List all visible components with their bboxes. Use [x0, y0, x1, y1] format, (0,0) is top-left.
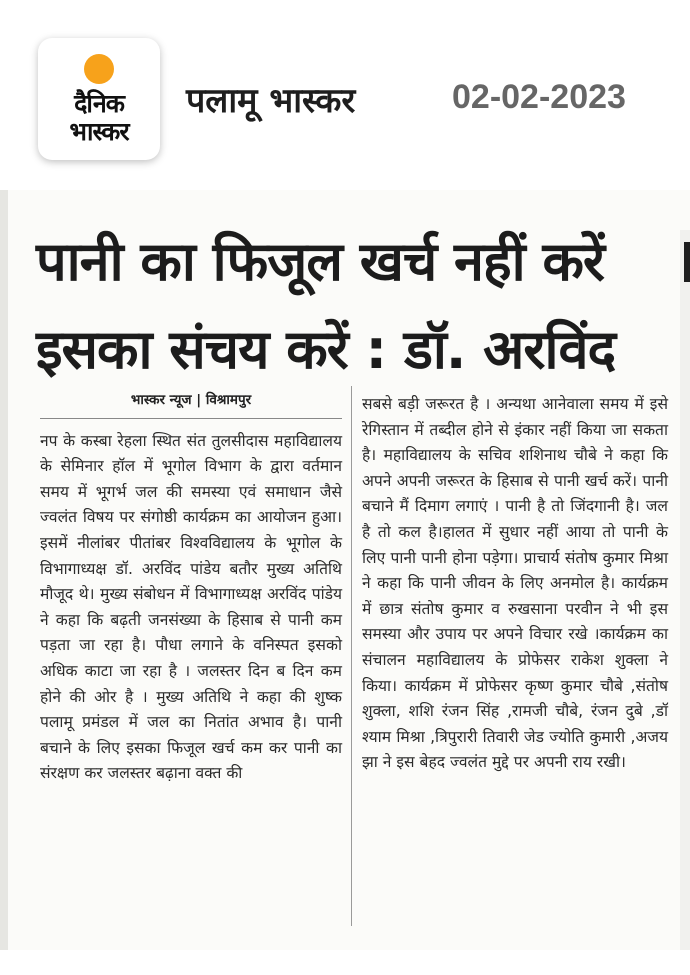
edition-title: पलामू भास्कर [186, 81, 356, 121]
dainik-bhaskar-logo [38, 38, 160, 160]
column-divider [351, 386, 352, 926]
headline-line-2: इसका संचय करें : डॉ. अरविंद [36, 318, 616, 381]
article-body-right: सबसे बड़ी जरूरत है । अन्यथा आनेवाला समय में इसे रेगिस्तान में तब्दील होने से इंकार नहीं किया जा सकता है। महाविद्यालय के सचिव शशिनाथ चौबे ने कहा कि अपने अपनी जरूरत के हिसाब से पानी खर्च करें। पानी बचाने मैं दिमाग लगाएं । पानी है तो जिंदगानी है। जल है तो कल है।हालत में सुधार नहीं आया तो पानी के लिए पानी पानी होना पड़ेगा। प्राचार्य संतोष कुमार मिश्रा ने कहा कि पानी जीवन के लिए अनमोल है। कार्यक्रम में छात्र संतोष कुमार व रुखसाना परवीन ने भी इस समस्या और उपाय पर अपने विचार रखे ।कार्यक्रम का संचालन महाविद्यालय के प्रोफेसर राकेश शुक्ला ने किया। कार्यक्रम में प्रोफेसर कृष्ण कुमार चौबे ,संतोष शुक्ला, शशि रंजन सिंह ,रामजी चौबे, रंजन दुबे ,डॉ श्याम मिश्रा ,त्रिपुरारी तिवारी जेड ज्योति कुमारी ,अजय झा ने इस बेहद ज्वलंत मुद्दे पर अपनी राय रखी। [362, 395, 668, 772]
edition-date: 02-02-2023 [452, 78, 626, 116]
logo-line-2: भास्कर [69, 117, 129, 146]
article-column-left [40, 388, 342, 787]
logo-line-1: दैनिक [74, 89, 124, 118]
adjacent-column-edge [680, 230, 690, 950]
headline-line-1: पानी का फिजूल खर्च नहीं करें [36, 230, 605, 293]
clipping-edge [0, 190, 8, 950]
cut-off-text-strip [40, 190, 690, 206]
adjacent-column-mark [684, 242, 690, 282]
byline: भास्कर न्यूज | विश्रामपुर [40, 388, 342, 419]
header-bar [0, 0, 690, 190]
bottom-strip [0, 950, 690, 975]
headline [36, 218, 666, 394]
newspaper-clipping [0, 190, 690, 950]
article-column-right [362, 392, 668, 776]
article-body-left: नप के कस्बा रेहला स्थित संत तुलसीदास महाविद्यालय के सेमिनार हॉल में भूगोल विभाग के द्वारा वर्तमान समय में भूगर्भ जल की समस्या एवं समाधान जैसे ज्वलंत विषय पर संगोष्ठी कार्यक्रम का आयोजन हुआ।इसमें नीलांबर पीतांबर विश्वविद्यालय के भूगोल के विभागाध्यक्ष डॉ. अरविंद पांडेय बतौर मुख्य अतिथि मौजूद थे। मुख्य संबोधन में विभागाध्यक्ष अरविंद पांडेय ने कहा कि बढ़ती जनसंख्या के हिसाब से पानी कम पड़ता जा रहा है। पौधा लगाने के वनिस्पत इसको अधिक काटा जा रहा है । जलस्तर दिन ब दिन कम होने की ओर है । मुख्य अतिथि ने कहा की शुष्क पलामू प्रमंडल में जल का नितांत अभाव है। पानी बचाने के लिए इसका फिजूल खर्च कम कर पानी का संरक्षण कर जलस्तर बढ़ाना वक्त की [40, 431, 342, 783]
sun-icon [84, 54, 114, 84]
